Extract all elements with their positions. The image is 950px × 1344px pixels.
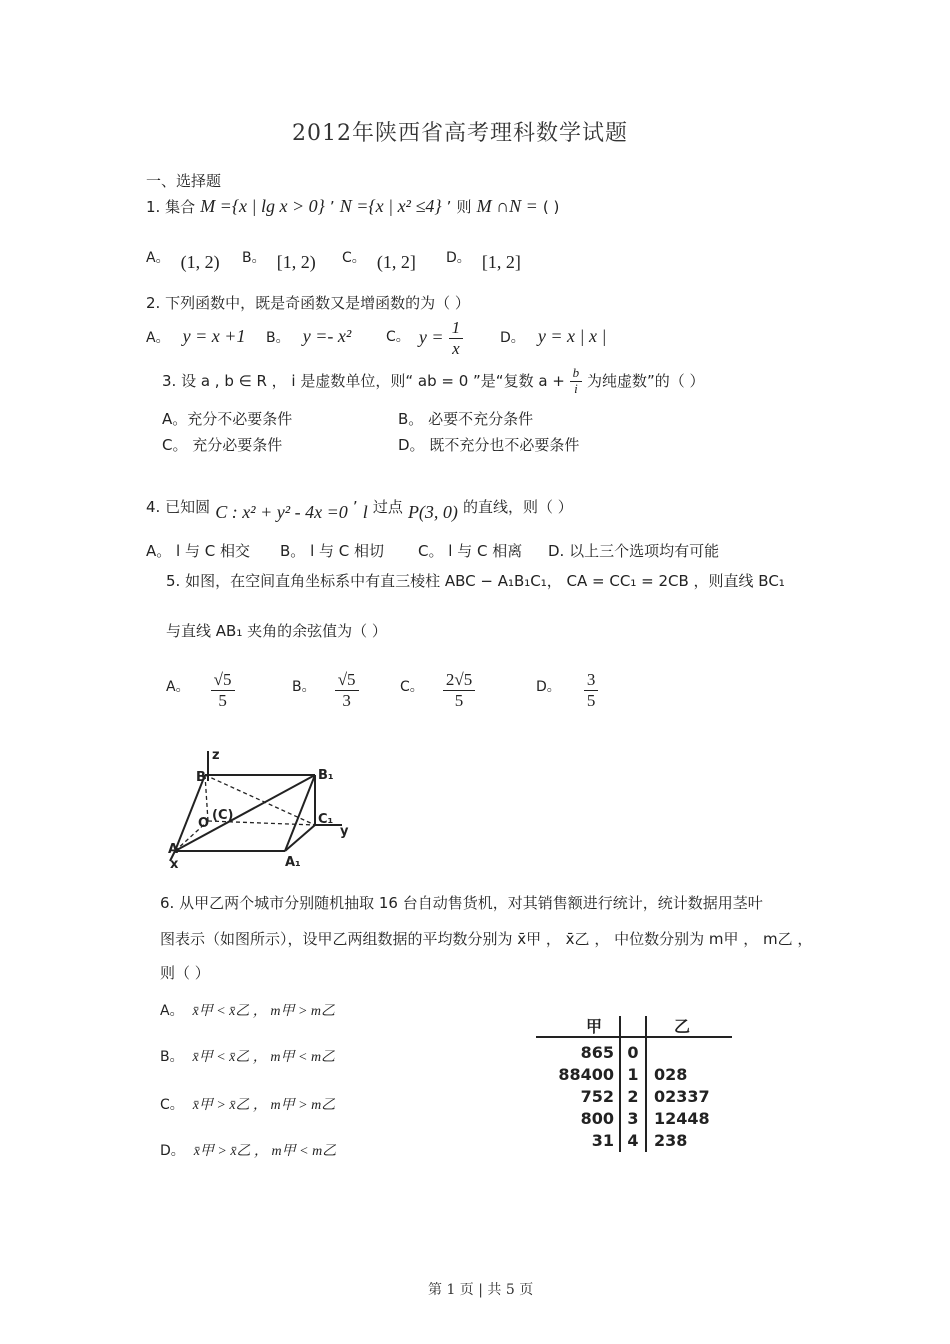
- q1-option-d: D。 [1, 2]: [446, 250, 521, 272]
- q3-frac-num: b: [570, 366, 583, 382]
- q5-option-d: D。 $\frac{3}{5}$: [536, 670, 598, 710]
- stem-leaf-stem: 0: [627, 1043, 639, 1062]
- label-x: x: [170, 857, 179, 870]
- edge-b-a: [175, 775, 205, 851]
- q3-option-c: C。 充分必要条件: [162, 436, 283, 454]
- q2-c-numerator: 1: [449, 318, 464, 339]
- q5-line1: 5. 如图，在空间直角坐标系中有直三棱柱 ABC − A₁B₁C₁， CA = CC₁ = 2CB ，则直线 BC₁: [166, 572, 785, 590]
- q6-option-b: B。 x̄甲 < x̄乙 ， m甲 < m乙: [160, 1049, 336, 1065]
- q1-sep2: ’: [446, 198, 452, 216]
- q1-set-n: N ={x | x² ≤4}: [339, 196, 442, 216]
- stem-leaf-plot: [534, 1012, 734, 1154]
- stem-leaf-left-leaves: 752: [580, 1087, 614, 1106]
- q1-prefix: 1. 集合: [146, 198, 196, 216]
- question-4: 4. 已知圆 C : x² + y² - 4x =0 ’ l 过点 P(3, 0) 的直线，则（ ）: [146, 498, 573, 522]
- q5-options: [166, 670, 626, 720]
- q6-option-d: D。 x̄甲 > x̄乙 ， m甲 < m乙: [160, 1143, 337, 1159]
- q2-c-denominator: x: [452, 338, 460, 358]
- q4-option-a: A。 l 与 C 相交: [146, 542, 250, 560]
- q4-point: P(3, 0): [407, 502, 458, 522]
- question-1: [146, 196, 559, 217]
- q4-circle: C : x² + y² - 4x =0: [215, 502, 348, 522]
- q2-options: [146, 318, 666, 362]
- q2-option-d: D。 y = x | x |: [500, 326, 607, 346]
- q4-line: l: [362, 502, 368, 522]
- label-b: B: [196, 770, 206, 785]
- q3-option-b: B。 必要不充分条件: [398, 410, 534, 428]
- stem-leaf-stem: 3: [627, 1109, 639, 1128]
- stem-leaf-left-leaves: 865: [580, 1043, 614, 1062]
- q4-option-c: C。 l 与 C 相离: [418, 542, 523, 560]
- q4-option-d: D. 以上三个选项均有可能: [548, 542, 720, 560]
- label-z: z: [212, 748, 220, 763]
- stem-leaf-stem: 4: [627, 1131, 639, 1150]
- q3-option-a: A。充分不必要条件: [162, 410, 293, 428]
- q5-line2: 与直线 AB₁ 夹角的余弦值为（ ）: [166, 622, 387, 640]
- stem-leaf-stem: 2: [627, 1087, 639, 1106]
- header-jia: 甲: [586, 1017, 603, 1036]
- q1-paren: ( ): [542, 198, 560, 216]
- q1-option-b: B。 [1, 2): [242, 250, 316, 272]
- question-2: 2. 下列函数中，既是奇函数又是增函数的为（ ）: [146, 294, 470, 312]
- q1-option-a: A。 (1, 2): [146, 250, 220, 272]
- q2-option-a: A。 y = x +1: [146, 326, 246, 346]
- q3-frac-den: i: [574, 380, 578, 396]
- stem-leaf-right-leaves: 028: [654, 1065, 688, 1084]
- prism-figure: [160, 745, 370, 870]
- diag-a-b1: [175, 775, 315, 851]
- q5-option-b: B。 $\frac{√5}{3}$: [292, 670, 359, 710]
- stem-leaf-left-leaves: 31: [591, 1131, 614, 1150]
- section-heading: 一、选择题: [146, 172, 222, 190]
- page-footer: 第 1 页 | 共 5 页: [428, 1282, 534, 1298]
- q1-then: 则: [456, 198, 472, 216]
- stem-leaf-stem: 1: [627, 1065, 639, 1084]
- q2-option-b: B。 y =- x²: [266, 326, 352, 346]
- stem-leaf-right-leaves: 238: [654, 1131, 688, 1150]
- label-a: A: [168, 842, 179, 857]
- q6-line1: 6. 从甲乙两个城市分别随机抽取 16 台自动售货机，对其销售额进行统计，统计数据用茎叶: [160, 894, 763, 912]
- q1-set-m: M ={x | lg x > 0}: [200, 196, 325, 216]
- stem-leaf-left-leaves: 88400: [558, 1065, 614, 1084]
- label-b1: B₁: [318, 768, 334, 783]
- label-a1: A₁: [285, 855, 301, 870]
- label-c1: C₁: [318, 812, 334, 827]
- q6-line2: 图表示（如图所示），设甲乙两组数据的平均数分别为 x̄甲 ， x̄乙 ， 中位数分别为 m甲 ， m乙 ，: [160, 930, 813, 948]
- label-c: (C): [212, 808, 234, 823]
- stem-leaf-left-leaves: 800: [580, 1109, 614, 1128]
- q1-sep1: ’: [329, 198, 335, 216]
- page-title: 2012年陕西省高考理科数学试题: [292, 121, 628, 146]
- q6-option-c: C。 x̄甲 > x̄乙 ， m甲 > m乙: [160, 1097, 336, 1113]
- q6-line3: 则（ ）: [160, 964, 210, 982]
- header-yi: 乙: [674, 1017, 691, 1036]
- question-3: 3. 设 a , b ∈ R ， i 是虚数单位，则“ ab = 0 ”是“复数 a + $\frac{b}{i}$ 为纯虚数”的（ ）: [162, 365, 705, 396]
- q5-option-a: A。 $\frac{√5}{5}$: [166, 670, 235, 710]
- q5-option-c: C。 $\frac{2√5}{5}$: [400, 670, 475, 710]
- q6-option-a: A。 x̄甲 < x̄乙 ， m甲 > m乙: [160, 1003, 336, 1019]
- label-y: y: [340, 824, 349, 839]
- q3-option-d: D。 既不充分也不必要条件: [398, 436, 580, 454]
- q1-expr: M ∩N =: [476, 196, 538, 216]
- stem-leaf-right-leaves: 12448: [654, 1109, 710, 1128]
- q4-option-b: B。 l 与 C 相切: [280, 542, 385, 560]
- q1-option-c: C。 (1, 2]: [342, 250, 416, 272]
- stem-leaf-right-leaves: 02337: [654, 1087, 710, 1106]
- label-o: O: [198, 816, 210, 831]
- q2-option-c: C。 y = $\frac{1}{x}$: [386, 318, 463, 358]
